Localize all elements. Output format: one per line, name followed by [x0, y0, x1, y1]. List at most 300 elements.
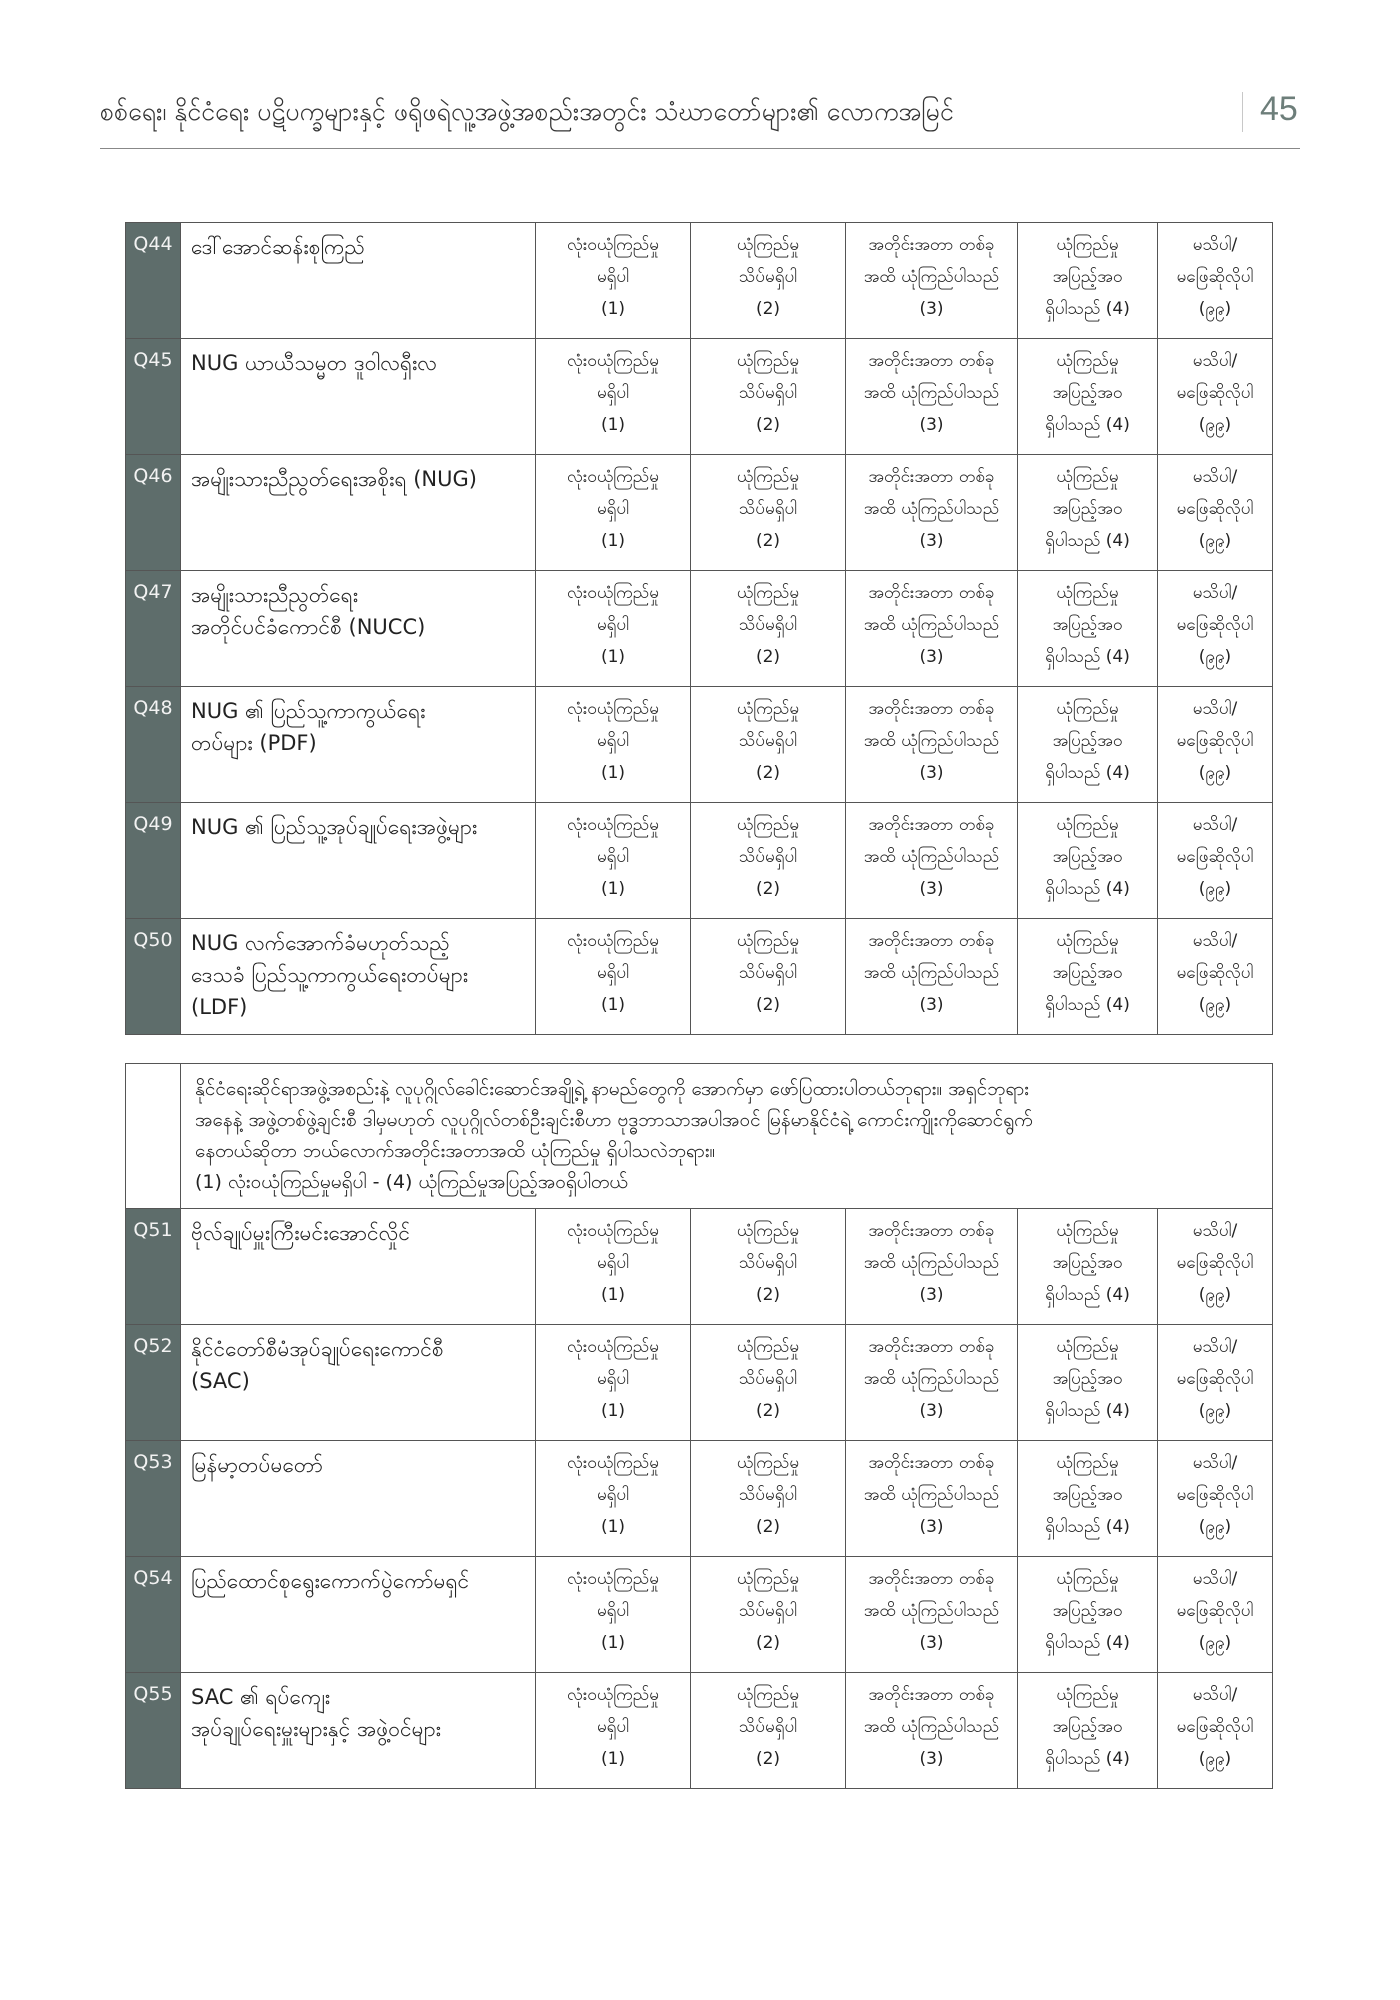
text-line: အတိုင်ပင်ခံကောင်စီ (NUCC)	[191, 615, 426, 639]
response-option-4[interactable]	[1018, 339, 1158, 455]
response-option-3[interactable]	[846, 1673, 1018, 1789]
response-option-3[interactable]	[846, 1441, 1018, 1557]
question-row-q49	[126, 803, 1273, 919]
text-line: သိပ်မရှိပါ	[738, 1601, 798, 1621]
text-line: အတိုင်းအတာ တစ်ခု	[868, 1453, 995, 1473]
text-line: အတိုင်းအတာ တစ်ခု	[868, 583, 995, 603]
text-line: မသိပါ/	[1192, 467, 1238, 487]
response-option-2[interactable]	[691, 571, 846, 687]
response-option-5[interactable]	[1158, 1209, 1273, 1325]
text-line: ယုံကြည်မှု	[736, 815, 800, 835]
question-id: Q52	[126, 1325, 181, 1441]
text-line: NUG လက်အောက်ခံမဟုတ်သည့်	[191, 931, 450, 955]
question-text	[181, 1325, 536, 1441]
response-option-5[interactable]	[1158, 919, 1273, 1035]
text-line: (3)	[919, 1633, 944, 1653]
response-option-5[interactable]	[1158, 803, 1273, 919]
text-line: (3)	[919, 1517, 944, 1537]
response-option-5[interactable]	[1158, 1557, 1273, 1673]
header-divider	[1242, 92, 1243, 132]
response-option-1[interactable]	[536, 1441, 691, 1557]
text-line: ယုံကြည်မှု	[1056, 1337, 1119, 1357]
text-line: ယုံကြည်မှု	[736, 699, 800, 719]
text-line: (၉၉)	[1198, 1633, 1232, 1653]
header-rule	[100, 148, 1300, 149]
question-text	[181, 223, 536, 339]
response-option-2[interactable]	[691, 339, 846, 455]
response-option-3[interactable]	[846, 803, 1018, 919]
text-line: မသိပါ/	[1192, 235, 1238, 255]
question-id: Q51	[126, 1209, 181, 1325]
response-option-5[interactable]	[1158, 223, 1273, 339]
text-line: ရှိပါသည် (4)	[1045, 1633, 1130, 1653]
question-row-q52	[126, 1325, 1273, 1441]
response-option-4[interactable]	[1018, 803, 1158, 919]
text-line: အမျိုးသားညီညွတ်ရေးအစိုးရ (NUG)	[191, 467, 477, 491]
text-line: မသိပါ/	[1192, 815, 1238, 835]
text-line: အထိ ယုံကြည်ပါသည်	[863, 615, 1000, 635]
question-text	[181, 1557, 536, 1673]
question-id: Q50	[126, 919, 181, 1035]
text-line: အထိ ယုံကြည်ပါသည်	[863, 1601, 1000, 1621]
response-option-1[interactable]	[536, 455, 691, 571]
text-line: အပြည့်အဝ	[1052, 267, 1123, 287]
response-option-2[interactable]	[691, 1209, 846, 1325]
response-option-1[interactable]	[536, 1209, 691, 1325]
text-line: အတိုင်းအတာ တစ်ခု	[868, 815, 995, 835]
response-option-5[interactable]	[1158, 339, 1273, 455]
text-line: ရှိပါသည် (4)	[1045, 1401, 1130, 1421]
question-text	[181, 687, 536, 803]
text-line: (2)	[755, 763, 781, 783]
question-row-q47	[126, 571, 1273, 687]
text-line: မဖြေဆိုလိုပါ	[1176, 1601, 1254, 1621]
text-line: မဖြေဆိုလိုပါ	[1176, 499, 1254, 519]
question-row-q46	[126, 455, 1273, 571]
text-line: ဒေသခံ ပြည်သူ့ကာကွယ်ရေးတပ်များ	[191, 963, 469, 987]
response-option-4[interactable]	[1018, 1557, 1158, 1673]
text-line: လုံးဝယုံကြည်မှု	[567, 931, 659, 951]
response-option-5[interactable]	[1158, 1325, 1273, 1441]
text-line: အထိ ယုံကြည်ပါသည်	[863, 731, 1000, 751]
text-line: အပြည့်အဝ	[1052, 1485, 1123, 1505]
text-line: အပြည့်အဝ	[1052, 847, 1123, 867]
text-line: အထိ ယုံကြည်ပါသည်	[863, 1369, 1000, 1389]
response-option-3[interactable]	[846, 919, 1018, 1035]
text-line: မဖြေဆိုလိုပါ	[1176, 731, 1254, 751]
response-option-3[interactable]	[846, 1325, 1018, 1441]
text-line: အမျိုးသားညီညွတ်ရေး	[191, 583, 359, 607]
text-line: NUG ၏ ပြည်သူ့ကာကွယ်ရေး	[191, 699, 426, 723]
response-option-3[interactable]	[846, 1209, 1018, 1325]
text-line: မသိပါ/	[1192, 931, 1238, 951]
text-line: ရှိပါသည် (4)	[1045, 1517, 1130, 1537]
text-line: မရှိပါ	[596, 1253, 630, 1273]
text-line: ရှိပါသည် (4)	[1045, 1285, 1130, 1305]
response-option-5[interactable]	[1158, 687, 1273, 803]
text-line: ယုံကြည်မှု	[1056, 1569, 1119, 1589]
text-line: တပ်များ (PDF)	[191, 731, 317, 755]
text-line: အတိုင်းအတာ တစ်ခု	[868, 699, 995, 719]
response-option-1[interactable]	[536, 1557, 691, 1673]
text-line: အထိ ယုံကြည်ပါသည်	[863, 383, 1000, 403]
text-line: ယုံကြည်မှု	[736, 351, 800, 371]
text-line: (SAC)	[191, 1369, 250, 1393]
text-line: ယုံကြည်မှု	[1056, 931, 1119, 951]
question-text	[181, 1209, 536, 1325]
response-option-5[interactable]	[1158, 1441, 1273, 1557]
response-option-5[interactable]	[1158, 455, 1273, 571]
text-line: မသိပါ/	[1192, 1337, 1238, 1357]
text-line: အပြည့်အဝ	[1052, 383, 1123, 403]
question-row-q53	[126, 1441, 1273, 1557]
question-text	[181, 803, 536, 919]
response-option-2[interactable]	[691, 1441, 846, 1557]
text-line: (၉၉)	[1198, 531, 1232, 551]
text-line: မဖြေဆိုလိုပါ	[1176, 1717, 1254, 1737]
response-option-1[interactable]	[536, 1673, 691, 1789]
text-line: ယုံကြည်မှု	[1056, 815, 1119, 835]
text-line: လုံးဝယုံကြည်မှု	[567, 1453, 659, 1473]
text-line: သိပ်မရှိပါ	[738, 847, 798, 867]
instruction-spacer	[126, 1064, 181, 1209]
text-line: အထိ ယုံကြည်ပါသည်	[863, 1717, 1000, 1737]
text-line: (1)	[600, 1633, 626, 1653]
text-line: ပြည်ထောင်စုရွေးကောက်ပွဲကော်မရှင်	[191, 1569, 470, 1593]
running-title: စစ်ရေး၊ နိုင်ငံရေး ပဋိပက္ခများနှင့် ဖရိုဖရဲလူ့အဖွဲ့အစည်းအတွင်း သံဃာတော်များ၏ လောကအမြင်	[100, 97, 954, 126]
text-line: မသိပါ/	[1192, 1685, 1238, 1705]
text-line: သိပ်မရှိပါ	[738, 731, 798, 751]
text-line: မဖြေဆိုလိုပါ	[1176, 1253, 1254, 1273]
text-line: ရှိပါသည် (4)	[1045, 763, 1130, 783]
response-option-2[interactable]	[691, 1557, 846, 1673]
text-line: မသိပါ/	[1192, 583, 1238, 603]
text-line: ရှိပါသည် (4)	[1045, 531, 1130, 551]
question-id: Q47	[126, 571, 181, 687]
response-option-4[interactable]	[1018, 455, 1158, 571]
text-line: (2)	[755, 1517, 781, 1537]
text-line: မသိပါ/	[1192, 1569, 1238, 1589]
response-option-2[interactable]	[691, 1673, 846, 1789]
response-option-2[interactable]	[691, 1325, 846, 1441]
text-line: ယုံကြည်မှု	[1056, 235, 1119, 255]
text-line: (၉၉)	[1198, 1401, 1232, 1421]
text-line: ယုံကြည်မှု	[1056, 1685, 1119, 1705]
text-line: အပြည့်အဝ	[1052, 1369, 1123, 1389]
text-line: လုံးဝယုံကြည်မှု	[567, 1221, 659, 1241]
text-line: လုံးဝယုံကြည်မှု	[567, 235, 659, 255]
response-option-2[interactable]	[691, 803, 846, 919]
response-option-4[interactable]	[1018, 571, 1158, 687]
text-line: မရှိပါ	[596, 499, 630, 519]
text-line: သိပ်မရှိပါ	[738, 383, 798, 403]
text-line: မြန်မာ့တပ်မတော်	[191, 1453, 323, 1477]
question-row-q55	[126, 1673, 1273, 1789]
text-line: အပြည့်အဝ	[1052, 731, 1123, 751]
response-option-1[interactable]	[536, 571, 691, 687]
response-option-4[interactable]	[1018, 919, 1158, 1035]
question-text	[181, 1441, 536, 1557]
text-line: သိပ်မရှိပါ	[738, 1253, 798, 1273]
text-line: နေတယ်ဆိုတာ ဘယ်လောက်အတိုင်းအတာအထိ ယုံကြည်မှု ရှိပါသလဲဘုရား။	[195, 1140, 716, 1162]
question-table-1	[125, 222, 1273, 1035]
text-line: အတိုင်းအတာ တစ်ခု	[868, 1337, 995, 1357]
text-line: (1)	[600, 763, 626, 783]
text-line: (2)	[755, 647, 781, 667]
text-line: (2)	[755, 1285, 781, 1305]
text-line: သိပ်မရှိပါ	[738, 1485, 798, 1505]
text-line: (1)	[600, 531, 626, 551]
response-option-4[interactable]	[1018, 1209, 1158, 1325]
text-line: အတိုင်းအတာ တစ်ခု	[868, 1569, 995, 1589]
question-id: Q55	[126, 1673, 181, 1789]
response-option-4[interactable]	[1018, 1325, 1158, 1441]
text-line: ရှိပါသည် (4)	[1045, 879, 1130, 899]
question-id: Q48	[126, 687, 181, 803]
text-line: (2)	[755, 299, 781, 319]
text-line: (2)	[755, 415, 781, 435]
response-option-3[interactable]	[846, 571, 1018, 687]
text-line: (3)	[919, 995, 944, 1015]
text-line: ယုံကြည်မှု	[1056, 467, 1119, 487]
question-text	[181, 455, 536, 571]
text-line: မရှိပါ	[596, 267, 630, 287]
text-line: ယုံကြည်မှု	[736, 583, 800, 603]
text-line: (1)	[600, 647, 626, 667]
text-line: မသိပါ/	[1192, 351, 1238, 371]
text-line: အတိုင်းအတာ တစ်ခု	[868, 351, 995, 371]
response-option-1[interactable]	[536, 919, 691, 1035]
text-line: အထိ ယုံကြည်ပါသည်	[863, 499, 1000, 519]
response-option-3[interactable]	[846, 223, 1018, 339]
text-line: (2)	[755, 1401, 781, 1421]
text-line: ယုံကြည်မှု	[736, 1569, 800, 1589]
question-table-2	[125, 1063, 1273, 1789]
response-option-2[interactable]	[691, 687, 846, 803]
text-line: (3)	[919, 879, 944, 899]
response-option-2[interactable]	[691, 223, 846, 339]
text-line: အထိ ယုံကြည်ပါသည်	[863, 1253, 1000, 1273]
text-line: (2)	[755, 531, 781, 551]
text-line: မသိပါ/	[1192, 1453, 1238, 1473]
text-line: ယုံကြည်မှု	[736, 235, 800, 255]
text-line: ဗိုလ်ချုပ်မှူးကြီးမင်းအောင်လှိုင်	[191, 1221, 411, 1245]
text-line: မဖြေဆိုလိုပါ	[1176, 847, 1254, 867]
text-line: မဖြေဆိုလိုပါ	[1176, 963, 1254, 983]
text-line: မရှိပါ	[596, 847, 630, 867]
text-line: (၉၉)	[1198, 299, 1232, 319]
question-id: Q49	[126, 803, 181, 919]
text-line: အပြည့်အဝ	[1052, 1253, 1123, 1273]
text-line: သိပ်မရှိပါ	[738, 1369, 798, 1389]
text-line: (1)	[600, 1401, 626, 1421]
text-line: ယုံကြည်မှု	[736, 1221, 800, 1241]
text-line: (3)	[919, 647, 944, 667]
question-text	[181, 1673, 536, 1789]
response-option-3[interactable]	[846, 1557, 1018, 1673]
text-line: လုံးဝယုံကြည်မှု	[567, 699, 659, 719]
text-line: (LDF)	[191, 995, 248, 1019]
response-option-1[interactable]	[536, 223, 691, 339]
text-line: မရှိပါ	[596, 1601, 630, 1621]
response-option-4[interactable]	[1018, 223, 1158, 339]
text-line: မသိပါ/	[1192, 699, 1238, 719]
text-line: ရှိပါသည် (4)	[1045, 995, 1130, 1015]
text-line: သိပ်မရှိပါ	[738, 267, 798, 287]
question-row-q50	[126, 919, 1273, 1035]
question-id: Q46	[126, 455, 181, 571]
text-line: မဖြေဆိုလိုပါ	[1176, 267, 1254, 287]
text-line: (၉၉)	[1198, 879, 1232, 899]
text-line: လုံးဝယုံကြည်မှု	[567, 467, 659, 487]
text-line: သိပ်မရှိပါ	[738, 615, 798, 635]
text-line: အတိုင်းအတာ တစ်ခု	[868, 235, 995, 255]
text-line: (၉၉)	[1198, 1749, 1232, 1769]
text-line: (2)	[755, 1633, 781, 1653]
page-number: 45	[1260, 90, 1298, 128]
text-line: (1)	[600, 1749, 626, 1769]
question-text	[181, 919, 536, 1035]
text-line: အထိ ယုံကြည်ပါသည်	[863, 267, 1000, 287]
text-line: အထိ ယုံကြည်ပါသည်	[863, 1485, 1000, 1505]
text-line: SAC ၏ ရပ်ကျေး	[191, 1685, 331, 1709]
text-line: မရှိပါ	[596, 731, 630, 751]
text-line: အတိုင်းအတာ တစ်ခု	[868, 1685, 995, 1705]
text-line: ယုံကြည်မှု	[1056, 699, 1119, 719]
text-line: (၉၉)	[1198, 995, 1232, 1015]
page-header	[100, 88, 1300, 148]
text-line: (1)	[600, 1285, 626, 1305]
text-line: ရှိပါသည် (4)	[1045, 1749, 1130, 1769]
text-line: (2)	[755, 995, 781, 1015]
response-option-5[interactable]	[1158, 571, 1273, 687]
text-line: လုံးဝယုံကြည်မှု	[567, 583, 659, 603]
question-id: Q45	[126, 339, 181, 455]
text-line: (3)	[919, 1749, 944, 1769]
text-line: အတိုင်းအတာ တစ်ခု	[868, 931, 995, 951]
response-option-4[interactable]	[1018, 687, 1158, 803]
text-line: မရှိပါ	[596, 615, 630, 635]
text-line: ယုံကြည်မှု	[1056, 1453, 1119, 1473]
text-line: (1)	[600, 879, 626, 899]
response-option-3[interactable]	[846, 339, 1018, 455]
text-line: (3)	[919, 763, 944, 783]
text-line: အနေနဲ့ အဖွဲ့တစ်ဖွဲ့ချင်းစီ ဒါမှမဟုတ် လူပုဂ္ဂိုလ်တစ်ဦးချင်းစီဟာ ဗုဒ္ဓဘာသာအပါအဝင် မြန်မာနိုင်ငံရဲ့ ကောင်းကျိုးကိုဆောင်ရွက်	[195, 1109, 1033, 1131]
text-line: လုံးဝယုံကြည်မှု	[567, 815, 659, 835]
text-line: မရှိပါ	[596, 383, 630, 403]
response-option-2[interactable]	[691, 455, 846, 571]
text-line: (3)	[919, 1285, 944, 1305]
text-line: (1)	[600, 1517, 626, 1537]
text-line: (၉၉)	[1198, 647, 1232, 667]
text-line: NUG ၏ ပြည်သူ့အုပ်ချုပ်ရေးအဖွဲ့များ	[191, 815, 478, 839]
text-line: လုံးဝယုံကြည်မှု	[567, 1685, 659, 1705]
text-line: (၉၉)	[1198, 1517, 1232, 1537]
text-line: အပြည့်အဝ	[1052, 1717, 1123, 1737]
text-line: မရှိပါ	[596, 1717, 630, 1737]
text-line: သိပ်မရှိပါ	[738, 499, 798, 519]
instruction-text	[181, 1064, 1273, 1209]
text-line: ရှိပါသည် (4)	[1045, 647, 1130, 667]
text-line: အထိ ယုံကြည်ပါသည်	[863, 963, 1000, 983]
text-line: NUG ယာယီသမ္မတ ဒူဝါလရှီးလ	[191, 351, 437, 375]
response-option-1[interactable]	[536, 1325, 691, 1441]
question-text	[181, 571, 536, 687]
question-row-q54	[126, 1557, 1273, 1673]
text-line: (3)	[919, 1401, 944, 1421]
response-option-3[interactable]	[846, 687, 1018, 803]
text-line: (2)	[755, 1749, 781, 1769]
text-line: (1)	[600, 299, 626, 319]
text-line: အပြည့်အဝ	[1052, 499, 1123, 519]
text-line: ရှိပါသည် (4)	[1045, 415, 1130, 435]
text-line: အပြည့်အဝ	[1052, 963, 1123, 983]
text-line: (၉၉)	[1198, 763, 1232, 783]
question-id: Q44	[126, 223, 181, 339]
text-line: ရှိပါသည် (4)	[1045, 299, 1130, 319]
response-option-4[interactable]	[1018, 1441, 1158, 1557]
text-line: အတိုင်းအတာ တစ်ခု	[868, 467, 995, 487]
text-line: (1)	[600, 995, 626, 1015]
text-line: မရှိပါ	[596, 963, 630, 983]
text-line: လုံးဝယုံကြည်မှု	[567, 1337, 659, 1357]
text-line: ယုံကြည်မှု	[1056, 583, 1119, 603]
text-line: (1) လုံးဝယုံကြည်မှုမရှိပါ - (4) ယုံကြည်မှုအပြည့်အဝရှိပါတယ်	[195, 1171, 628, 1193]
text-line: မသိပါ/	[1192, 1221, 1238, 1241]
text-line: ယုံကြည်မှု	[1056, 1221, 1119, 1241]
text-line: (3)	[919, 299, 944, 319]
text-line: ယုံကြည်မှု	[736, 1685, 800, 1705]
text-line: (3)	[919, 531, 944, 551]
text-line: (၉၉)	[1198, 1285, 1232, 1305]
response-option-5[interactable]	[1158, 1673, 1273, 1789]
question-id: Q53	[126, 1441, 181, 1557]
question-row-q44	[126, 223, 1273, 339]
response-option-3[interactable]	[846, 455, 1018, 571]
text-line: ယုံကြည်မှု	[736, 467, 800, 487]
text-line: (2)	[755, 879, 781, 899]
text-line: အတိုင်းအတာ တစ်ခု	[868, 1221, 995, 1241]
text-line: ယုံကြည်မှု	[1056, 351, 1119, 371]
text-line: သိပ်မရှိပါ	[738, 1717, 798, 1737]
text-line: မရှိပါ	[596, 1485, 630, 1505]
instruction-row	[126, 1064, 1273, 1209]
text-line: ယုံကြည်မှု	[736, 1337, 800, 1357]
question-id: Q54	[126, 1557, 181, 1673]
text-line: အပြည့်အဝ	[1052, 615, 1123, 635]
question-row-q51	[126, 1209, 1273, 1325]
text-line: ဒေါ်အောင်ဆန်းစုကြည်	[191, 235, 365, 259]
response-option-1[interactable]	[536, 687, 691, 803]
text-line: (၉၉)	[1198, 415, 1232, 435]
text-line: လုံးဝယုံကြည်မှု	[567, 351, 659, 371]
question-row-q45	[126, 339, 1273, 455]
text-line: အပြည့်အဝ	[1052, 1601, 1123, 1621]
text-line: မရှိပါ	[596, 1369, 630, 1389]
text-line: မဖြေဆိုလိုပါ	[1176, 1369, 1254, 1389]
text-line: အထိ ယုံကြည်ပါသည်	[863, 847, 1000, 867]
response-option-2[interactable]	[691, 919, 846, 1035]
response-option-4[interactable]	[1018, 1673, 1158, 1789]
text-line: မဖြေဆိုလိုပါ	[1176, 615, 1254, 635]
text-line: မဖြေဆိုလိုပါ	[1176, 1485, 1254, 1505]
text-line: မဖြေဆိုလိုပါ	[1176, 383, 1254, 403]
response-option-1[interactable]	[536, 803, 691, 919]
text-line: ယုံကြည်မှု	[736, 1453, 800, 1473]
text-line: သိပ်မရှိပါ	[738, 963, 798, 983]
response-option-1[interactable]	[536, 339, 691, 455]
text-line: လုံးဝယုံကြည်မှု	[567, 1569, 659, 1589]
